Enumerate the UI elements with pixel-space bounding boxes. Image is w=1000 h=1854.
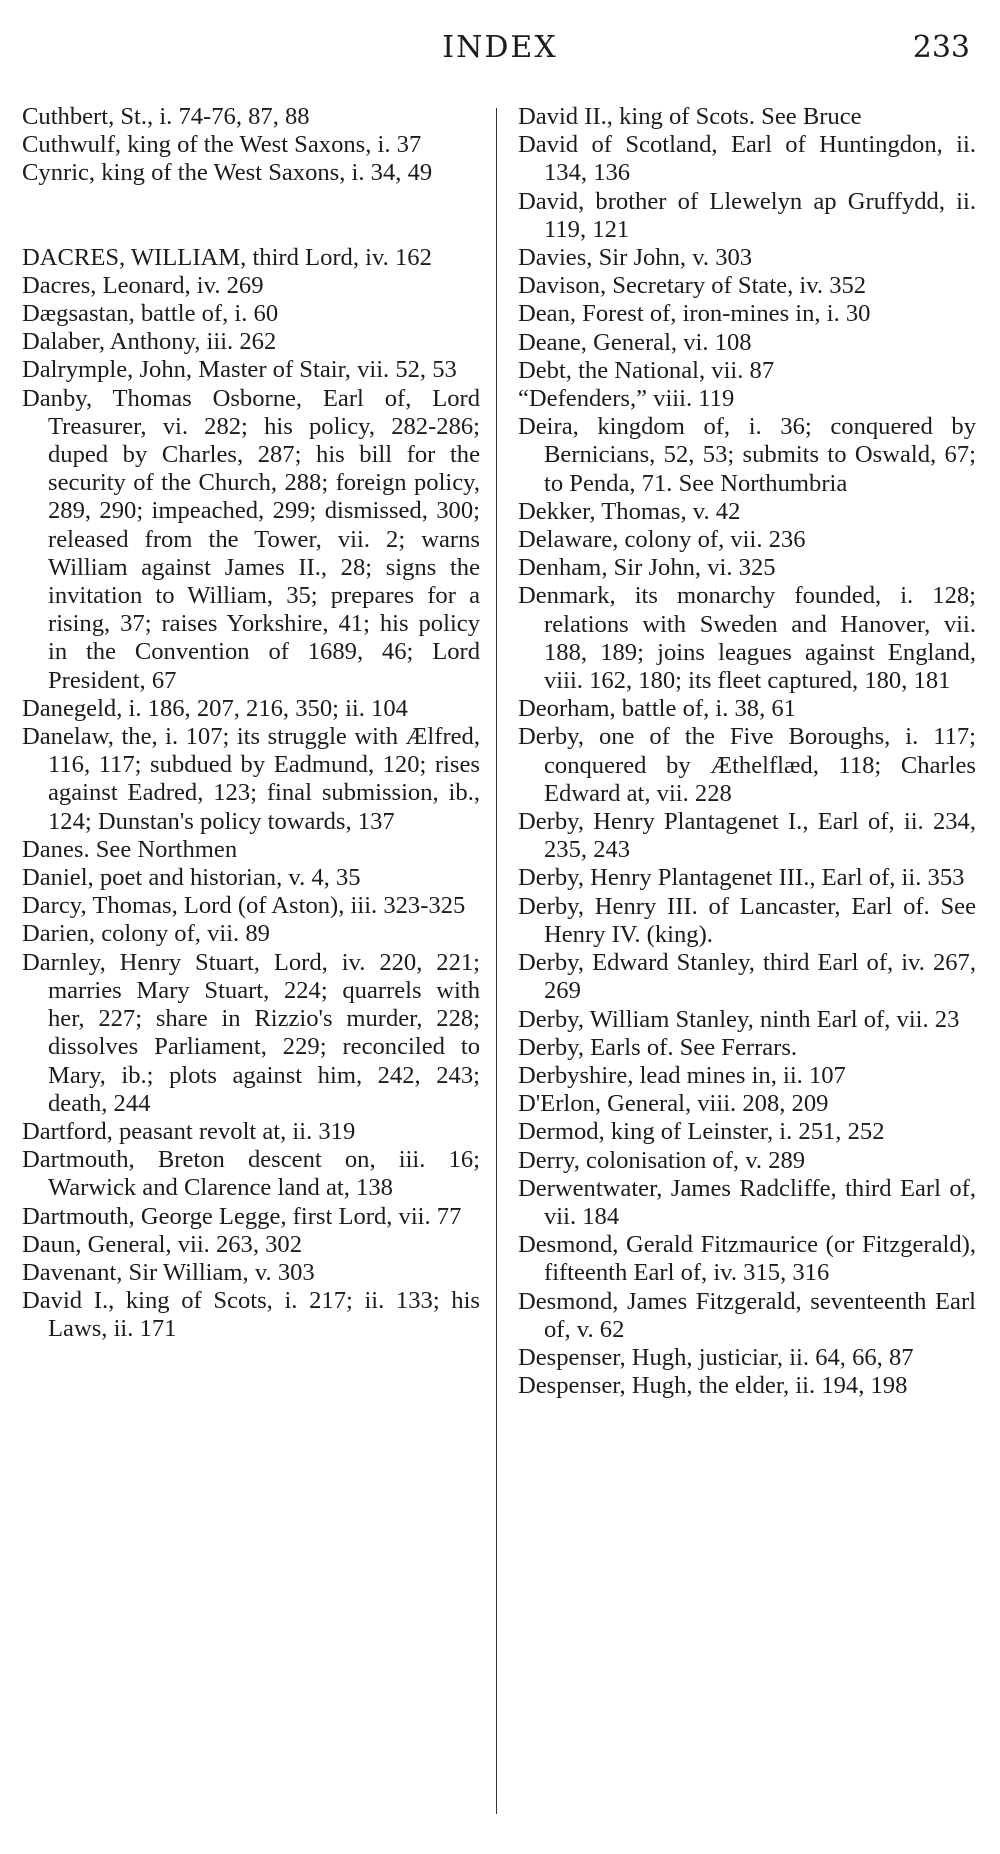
index-entry: Dartmouth, Breton descent on, iii. 16; Warwick and Clarence land at, 138: [22, 1146, 480, 1202]
index-entry: Deane, General, vi. 108: [518, 328, 752, 356]
index-entry: Despenser, Hugh, the elder, ii. 194, 198: [518, 1372, 908, 1400]
index-entry: Dermod, king of Leinster, i. 251, 252: [518, 1118, 885, 1146]
index-entry: Derby, Henry Plantagenet I., Earl of, ii. 234, 235, 243: [518, 808, 976, 864]
index-entry: Desmond, Gerald Fitzmaurice (or Fitzgerald), fifteenth Earl of, iv. 315, 316: [518, 1231, 976, 1287]
index-entry: Dalrymple, John, Master of Stair, vii. 52, 53: [22, 356, 457, 384]
index-entry: Dartford, peasant revolt at, ii. 319: [22, 1117, 356, 1145]
page-header: [0, 26, 1000, 76]
index-entry: Derwentwater, James Radcliffe, third Earl of, vii. 184: [518, 1174, 976, 1230]
index-entry: Debt, the National, vii. 87: [518, 356, 775, 384]
index-entry: Dean, Forest of, iron-mines in, i. 30: [518, 300, 871, 328]
index-entry: Desmond, James Fitzgerald, seventeenth Earl of, v. 62: [518, 1287, 976, 1343]
index-entry: Davies, Sir John, v. 303: [518, 244, 753, 272]
index-entry: Deira, kingdom of, i. 36; conquered by Bernicians, 52, 53; submits to Oswald, 67; to Penda, 71. See Northumbria: [518, 413, 976, 497]
index-entry: Danes. See Northmen: [22, 835, 238, 863]
index-entry: Delaware, colony of, vii. 236: [518, 526, 806, 554]
index-entry: Danelaw, the, i. 107; its struggle with Ælfred, 116, 117; subdued by Eadmund, 120; rises against Eadred, 123; final submission, ib., 124; Dunstan's policy towards, 137: [22, 723, 480, 835]
index-column-left: [22, 103, 480, 1344]
index-entry: D'Erlon, General, viii. 208, 209: [518, 1090, 829, 1118]
index-entry: Danby, Thomas Osborne, Earl of, Lord Treasurer, vi. 282; his policy, 282-286; duped by Charles, 287; his bill for the security of the Church, 288; foreign policy, 289, 290; impeached, 299; dismissed, 300; released from the Tower, vii. 2; warns William against James II., 28; signs the invitation to William, 35; prepares for a rising, 37; raises Yorkshire, 41; his policy in the Convention of 1689, 46; Lord President, 67: [22, 384, 480, 694]
index-entry: Davenant, Sir William, v. 303: [22, 1258, 315, 1286]
index-entry: Deorham, battle of, i. 38, 61: [518, 695, 796, 723]
index-entry: Darien, colony of, vii. 89: [22, 920, 270, 948]
index-entry: Dacres, Leonard, iv. 269: [22, 271, 264, 299]
column-divider: [496, 108, 497, 1814]
index-entry: DACRES, WILLIAM, third Lord, iv. 162: [22, 243, 432, 271]
index-entry: Derbyshire, lead mines in, ii. 107: [518, 1061, 846, 1089]
index-entry: Danegeld, i. 186, 207, 216, 350; ii. 104: [22, 694, 408, 722]
page-number: 233: [912, 30, 970, 65]
index-entry: Denmark, its monarchy founded, i. 128; relations with Sweden and Hanover, vii. 188, 189; joins leagues against England, viii. 162, 180; its fleet captured, 180, 181: [518, 582, 976, 695]
index-entry: David of Scotland, Earl of Huntingdon, ii. 134, 136: [518, 131, 976, 187]
index-entry: Dartmouth, George Legge, first Lord, vii. 77: [22, 1202, 462, 1230]
index-entry: Despenser, Hugh, justiciar, ii. 64, 66, 87: [518, 1343, 914, 1371]
letter-section-gap: [22, 188, 480, 244]
index-entry: Denham, Sir John, vi. 325: [518, 554, 776, 582]
index-column-right: [518, 103, 976, 1400]
index-entry: Darcy, Thomas, Lord (of Aston), iii. 323-325: [22, 892, 466, 920]
index-entry: Derby, one of the Five Boroughs, i. 117; conquered by Æthelflæd, 118; Charles Edward at, vii. 228: [518, 723, 976, 807]
index-entry: Cuthwulf, king of the West Saxons, i. 37: [22, 131, 422, 159]
index-entry: Derby, Henry Plantagenet III., Earl of, ii. 353: [518, 864, 965, 892]
index-entry: Cynric, king of the West Saxons, i. 34, 49: [22, 159, 433, 187]
index-entry: Derby, Earls of. See Ferrars.: [518, 1033, 798, 1061]
index-entry: Derby, Henry III. of Lancaster, Earl of. See Henry IV. (king).: [518, 892, 976, 948]
index-entry: Cuthbert, St., i. 74-76, 87, 88: [22, 103, 310, 130]
index-entry: Darnley, Henry Stuart, Lord, iv. 220, 221; marries Mary Stuart, 224; quarrels with her, 227; share in Rizzio's murder, 228; dissolves Parliament, 229; reconciled to Mary, ib.; plots against him, 242, 243; death, 244: [22, 948, 480, 1117]
index-entry: Daun, General, vii. 263, 302: [22, 1230, 303, 1258]
index-entry: Dekker, Thomas, v. 42: [518, 497, 741, 525]
index-entry: Derby, Edward Stanley, third Earl of, iv. 267, 269: [518, 949, 976, 1005]
index-entry: Dægsastan, battle of, i. 60: [22, 300, 279, 328]
index-entry: Derry, colonisation of, v. 289: [518, 1146, 806, 1174]
index-entry: David, brother of Llewelyn ap Gruffydd, ii. 119, 121: [518, 187, 976, 243]
index-entry: David II., king of Scots. See Bruce: [518, 103, 862, 130]
index-entry: “Defenders,” viii. 119: [518, 385, 735, 413]
index-entry: Derby, William Stanley, ninth Earl of, vii. 23: [518, 1005, 960, 1033]
index-entry: Daniel, poet and historian, v. 4, 35: [22, 864, 361, 892]
index-entry: Davison, Secretary of State, iv. 352: [518, 272, 867, 300]
page-title: INDEX: [442, 30, 558, 65]
index-entry: David I., king of Scots, i. 217; ii. 133; his Laws, ii. 171: [22, 1287, 480, 1343]
index-entry: Dalaber, Anthony, iii. 262: [22, 328, 277, 356]
